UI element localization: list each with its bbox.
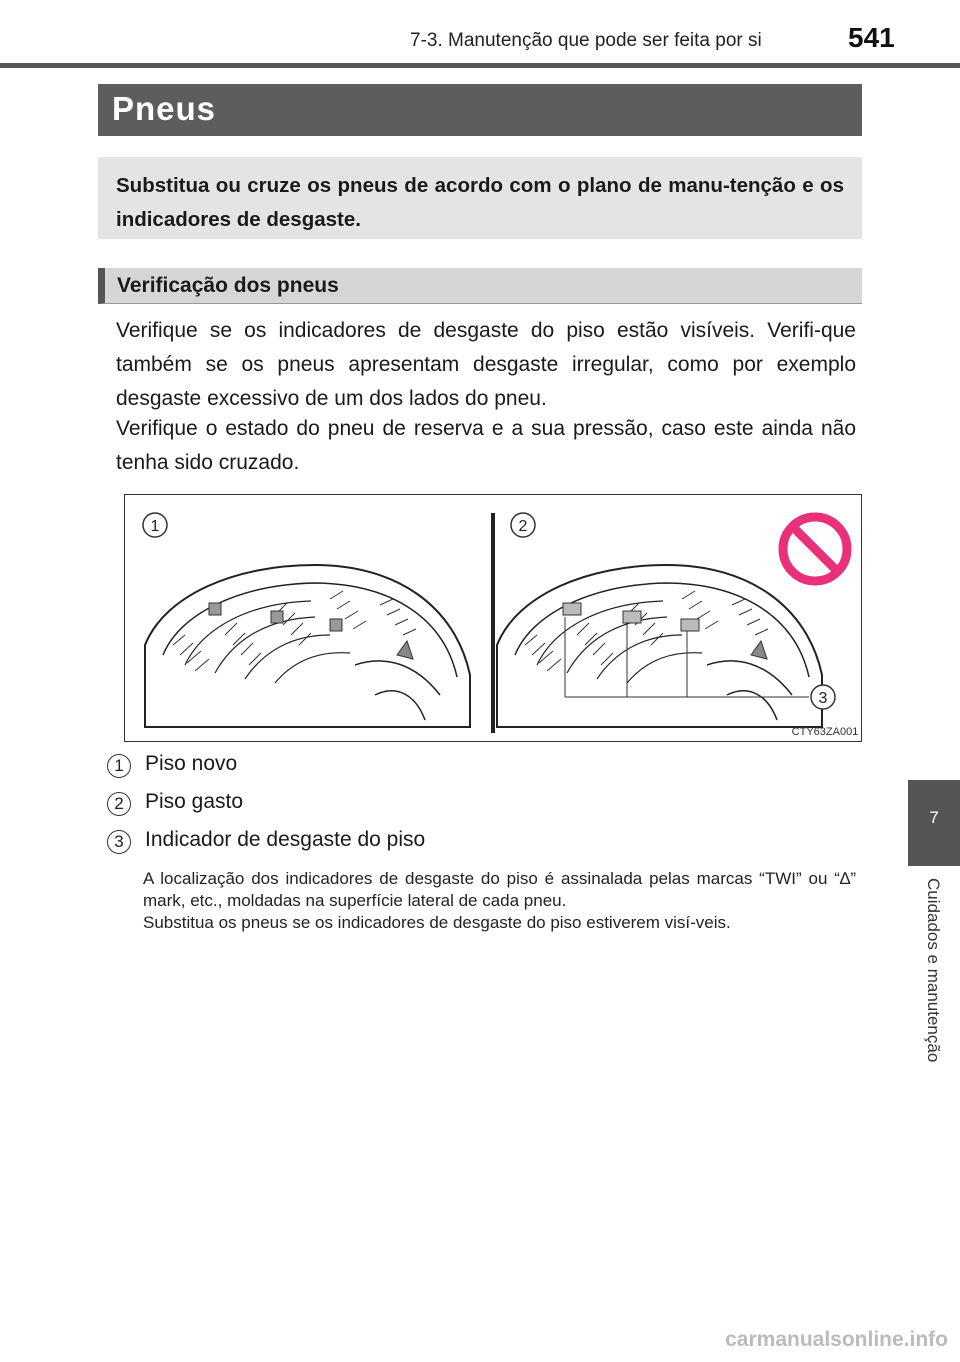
header-section-title: 7-3. Manutenção que pode ser feita por si: [410, 30, 762, 51]
paragraph-2: Verifique o estado do pneu de reserva e a sua pressão, caso este ainda não tenha sido cruzado.: [116, 417, 856, 474]
chapter-side-text: Cuidados e manutenção: [924, 878, 943, 1063]
section-heading: [98, 268, 862, 304]
chapter-tab-number: 7: [929, 808, 939, 827]
legend-badge-2: 2: [107, 792, 131, 816]
tire-figure: [124, 494, 862, 742]
legend-item-1: [107, 752, 707, 782]
summary-box: [98, 157, 862, 239]
header-rule: [0, 63, 960, 68]
legend-item-2: [107, 790, 707, 820]
chapter-tab: [908, 780, 960, 866]
chapter-side-label: [916, 878, 950, 1108]
title-bar: [98, 84, 862, 136]
summary-text: Substitua ou cruze os pneus de acordo com o plano de manu-tenção e os indicadores de desgaste.: [116, 174, 844, 231]
watermark: carmanualsonline.info: [725, 1328, 948, 1351]
figure-code: CTY63ZA001: [791, 726, 859, 738]
legend-label-3: Indicador de desgaste do piso: [145, 828, 426, 851]
callout-1: 1: [150, 518, 160, 535]
note-line-2: Substitua os pneus se os indicadores de desgaste do piso estiverem visí-veis.: [143, 913, 731, 932]
page-number: 541: [848, 22, 895, 53]
prohibited-icon: [783, 517, 847, 581]
section-heading-text: Verificação dos pneus: [117, 274, 339, 297]
note: [143, 868, 856, 934]
legend-badge-1: 1: [107, 754, 131, 778]
legend-label-2: Piso gasto: [145, 790, 244, 813]
legend-label-1: Piso novo: [145, 752, 238, 775]
callout-2: 2: [518, 518, 528, 535]
legend-badge-3: 3: [107, 830, 131, 854]
tire-illustration: [125, 495, 863, 743]
page-title: Pneus: [112, 90, 217, 127]
note-line-1: A localização dos indicadores de desgaste do piso é assinalada pelas marcas “TWI” ou “∆” mark, etc., moldadas na superfície lateral de cada pneu.: [143, 869, 856, 910]
legend-item-3: [107, 828, 707, 858]
paragraph-1: Verifique se os indicadores de desgaste do piso estão visíveis. Verifi-que também se os pneus apresentam desgaste irregular, como por exemplo desgaste excessivo de um dos lados do pneu.: [116, 319, 856, 410]
callout-3: 3: [818, 690, 828, 707]
page-header: [0, 0, 960, 70]
